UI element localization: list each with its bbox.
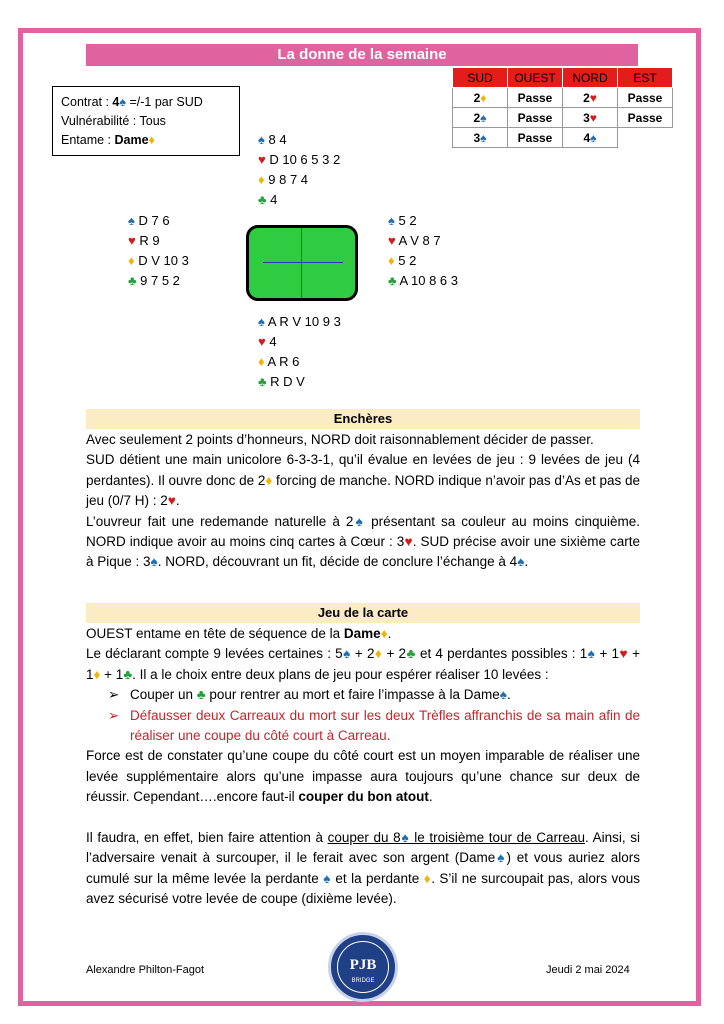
- club-icon: ♣: [406, 646, 416, 662]
- bid-cell: Passe: [508, 88, 563, 108]
- bid-cell: 3♥: [563, 108, 618, 128]
- bid-cell: 4♠: [563, 128, 618, 148]
- plan-option-2: ➢ Défausser deux Carreaux du mort sur les deux Trèfles affranchis de sa main afin de réaliser une coupe du côté court à Carreau.: [108, 707, 640, 744]
- club-logo: PJB BRIDGE: [328, 932, 398, 1002]
- spade-icon: ♠: [590, 130, 597, 145]
- club-icon: ♣: [258, 374, 267, 389]
- diamond-icon: ♦: [388, 253, 395, 268]
- bidding-section-title: Enchères: [86, 409, 640, 429]
- spade-icon: ♠: [400, 830, 410, 846]
- heart-icon: ♥: [128, 233, 136, 248]
- heart-icon: ♥: [404, 534, 413, 550]
- heart-icon: ♥: [619, 646, 628, 662]
- bidding-row: [453, 128, 673, 148]
- spade-icon: ♠: [353, 513, 366, 529]
- heart-icon: ♥: [258, 152, 266, 167]
- spade-icon: ♠: [150, 554, 158, 570]
- diamond-icon: ♦: [380, 626, 388, 641]
- bidding-row: [453, 88, 673, 108]
- diamond-icon: ♦: [258, 354, 265, 369]
- arrow-icon: ➢: [108, 687, 120, 703]
- diamond-icon: ♦: [423, 870, 432, 886]
- bid-cell: Passe: [508, 128, 563, 148]
- spade-icon: ♠: [517, 554, 525, 570]
- bidding-row: [453, 108, 673, 128]
- club-icon: ♣: [388, 273, 397, 288]
- arrow-icon: ➢: [108, 707, 120, 723]
- spade-icon: ♠: [495, 850, 507, 866]
- diamond-icon: ♦: [265, 472, 273, 488]
- spade-icon: ♠: [480, 130, 487, 145]
- bidding-header-row: [453, 68, 673, 88]
- diamond-icon: ♦: [128, 253, 135, 268]
- page-title: La donne de la semaine: [86, 44, 638, 66]
- contract-box: [52, 86, 240, 156]
- card-table-icon: [246, 225, 358, 301]
- spade-icon: ♠: [258, 314, 265, 329]
- play-section-title: Jeu de la carte: [86, 603, 640, 623]
- spade-icon: ♠: [388, 213, 395, 228]
- diamond-icon: ♦: [258, 172, 265, 187]
- club-icon: ♣: [258, 192, 267, 207]
- author: Alexandre Philton-Fagot: [86, 964, 205, 976]
- heart-icon: ♥: [589, 110, 597, 125]
- heart-icon: ♥: [258, 334, 266, 349]
- diamond-icon: ♦: [374, 646, 383, 662]
- bid-cell: 2♥: [563, 88, 618, 108]
- spade-icon: ♠: [128, 213, 135, 228]
- play-commentary: OUEST entame en tête de séquence de la Dame♦. Le déclarant compte 9 levées certaines : 5♠ + 2♦ + 2♣ et 4 perdantes possibles : 1♠ + 1♥ + 1♦ + 1♣. Il a le choix entre deux plans de jeu pour espérer réaliser 10 levées : ➢ Couper un ♣ pour rentrer au mort et faire l’impasse à la Dame♠. ➢ Défausser deux Carreaux du mort sur les deux Trèfles affranchis de sa main afin de réaliser une coupe du côté court à Carreau. Force est de constater qu’une coupe du côté court est un moyen imparable de réaliser une levée supplémentaire alors qu’une impasse aura toujours qu’une chance sur deux de réussir. Cependant….encore faut-il couper du bon atout. Il faudra, en effet, bien faire attention à couper du 8♠ le troisième tour de Carreau. Ainsi, si l’adversaire venait à surcouper, il le ferait avec son argent (Dame♠) et vous auriez alors cumulé sur la même levée la perdante ♠ et la perdante ♦. S’il ne surcoupait pas, alors vous avez sécurisé votre levée de coupe (dixième levée).: [86, 626, 641, 907]
- spade-icon: ♠: [119, 95, 127, 109]
- bid-cell: [618, 128, 673, 148]
- contract-line: Contrat : 4♠ =/-1 par SUD: [61, 95, 203, 109]
- lead-line: Entame : Dame♦: [61, 133, 155, 147]
- heart-icon: ♥: [388, 233, 396, 248]
- bid-cell: Passe: [618, 88, 673, 108]
- spade-icon: ♠: [323, 870, 332, 886]
- spade-icon: ♠: [342, 646, 351, 662]
- plan-option-1: ➢ Couper un ♣ pour rentrer au mort et faire l’impasse à la Dame♠.: [86, 685, 640, 705]
- bid-cell: Passe: [508, 108, 563, 128]
- spade-icon: ♠: [480, 110, 487, 125]
- diamond-icon: ♦: [148, 133, 155, 147]
- club-icon: ♣: [128, 273, 137, 288]
- date: Jeudi 2 mai 2024: [546, 964, 630, 976]
- north-hand: ♠ 8 4 ♥ D 10 6 5 3 2 ♦ 9 8 7 4 ♣ 4: [258, 132, 341, 207]
- vulnerability-line: Vulnérabilité : Tous: [61, 114, 166, 128]
- east-hand: ♠ 5 2 ♥ A V 8 7 ♦ 5 2 ♣ A 10 8 6 3: [388, 213, 458, 288]
- club-icon: ♣: [123, 666, 133, 682]
- diamond-icon: ♦: [480, 90, 487, 105]
- spade-icon: ♠: [258, 132, 265, 147]
- heart-icon: ♥: [167, 493, 176, 509]
- diamond-icon: ♦: [93, 666, 101, 682]
- bid-cell: 2♠: [453, 108, 508, 128]
- south-hand: ♠ A R V 10 9 3 ♥ 4 ♦ A R 6 ♣ R D V: [258, 314, 341, 389]
- bidding-header: NORD: [563, 68, 618, 88]
- club-icon: ♣: [196, 687, 206, 703]
- spade-icon: ♠: [499, 687, 507, 703]
- bidding-header: EST: [618, 68, 673, 88]
- bid-cell: 2♦: [453, 88, 508, 108]
- bidding-commentary: Avec seulement 2 points d’honneurs, NORD doit raisonnablement décider de passer. SUD détient une main unicolore 6-3-3-1, qu’il évalue en levées de jeu : 9 levées de jeu (4 perdantes). Il ouvre donc de 2♦ forcing de manche. NORD indique n’avoir pas d’As et pas de jeu (0/7 H) : 2♥. L’ouvreur fait une redemande naturelle à 2♠ présentant sa couleur au moins cinquième. NORD indique avoir au moins cinq cartes à Cœur : 3♥. SUD précise avoir une sixième carte à Pique : 3♠. NORD, découvrant un fit, décide de conclure l’échange à 4♠.: [86, 432, 641, 570]
- bid-cell: Passe: [618, 108, 673, 128]
- bidding-header: OUEST: [508, 68, 563, 88]
- spade-icon: ♠: [587, 646, 596, 662]
- bidding-header: SUD: [453, 68, 508, 88]
- west-hand: ♠ D 7 6 ♥ R 9 ♦ D V 10 3 ♣ 9 7 5 2: [128, 213, 189, 288]
- contract-level: 4: [112, 95, 120, 109]
- bid-cell: 3♠: [453, 128, 508, 148]
- heart-icon: ♥: [589, 90, 597, 105]
- bidding-table: [452, 67, 673, 148]
